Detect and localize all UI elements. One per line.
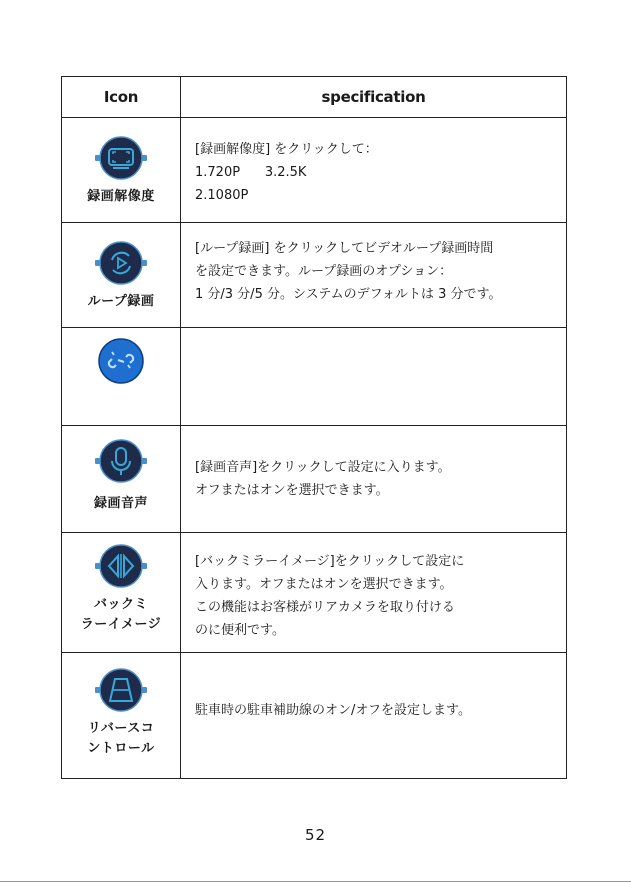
table-row (62, 653, 567, 779)
table-row (62, 426, 567, 533)
footer-divider (0, 881, 631, 882)
description: [ループ録画] をクリックしてビデオループ録画時間 を設定できます。ループ録画のオプション： 1 分/3 分/5 分。システムのデフォルトは 3 分です。 (181, 223, 567, 328)
loop-play-icon (94, 240, 148, 286)
table-header-row (62, 77, 567, 118)
icon-label: 録画音声 (93, 496, 148, 511)
description: 駐車時の駐車補助線のオン/オフを設定します。 (181, 653, 567, 779)
table-row (62, 533, 567, 653)
table-row (62, 118, 567, 223)
table-row (62, 328, 567, 426)
parking-lines-icon (94, 667, 148, 713)
mirror-arrows-icon (94, 543, 148, 589)
description: [録画音声]をクリックして設定に入ります。 オフまたはオンを選択できます。 (181, 426, 567, 533)
description: [バックミラーイメージ]をクリックして設定に 入ります。オフまたはオンを選択できます。 この機能はお客様がリアカメラを取り付ける のに便利です。 (181, 533, 567, 653)
table-row (62, 223, 567, 328)
icon-label: バックミ ラーイメージ (80, 597, 162, 632)
description (181, 328, 567, 426)
header-specification: specification (181, 77, 567, 118)
header-icon: Icon (62, 77, 181, 118)
icon-label: 録画解像度 (87, 189, 155, 204)
page-number: 52 (304, 826, 327, 844)
icon-label: ループ録画 (87, 294, 155, 309)
icon-label: リバースコ ントロール (87, 721, 155, 756)
microphone-icon (94, 438, 148, 484)
description: [録画解像度] をクリックして： 1.720P 3.2.5K 2.1080P (181, 118, 567, 223)
specification-table (61, 76, 567, 779)
resolution-frame-icon (94, 135, 148, 181)
link-off-icon (94, 338, 148, 384)
